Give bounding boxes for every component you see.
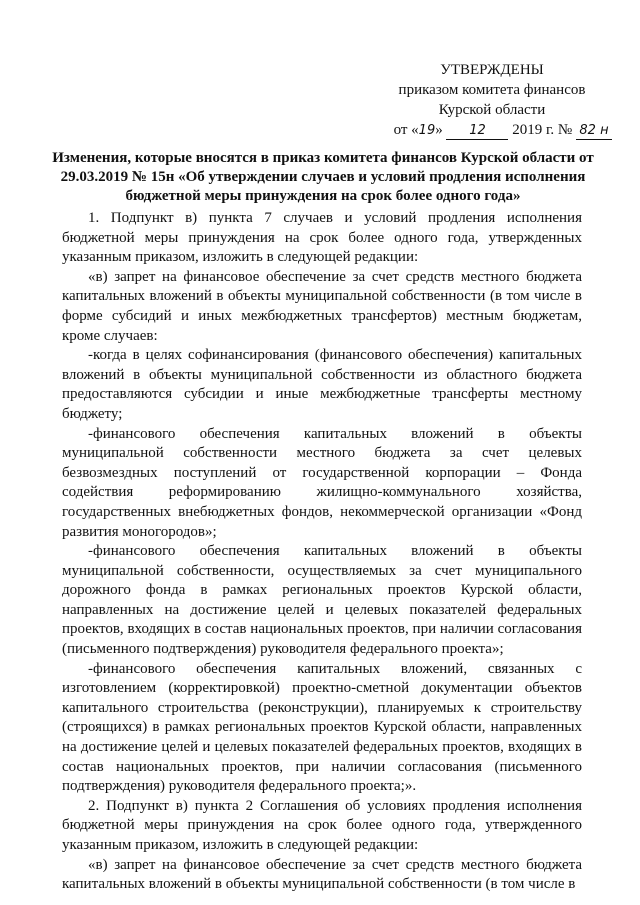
approval-stamp bbox=[372, 60, 612, 141]
date-quote-close: » bbox=[435, 122, 443, 138]
approval-line-order: приказом комитета финансов bbox=[398, 82, 586, 98]
handwritten-month: 12 bbox=[446, 123, 508, 140]
approval-line-region: Курской области bbox=[438, 102, 546, 118]
date-year: 2019 г. № bbox=[512, 122, 573, 138]
date-prefix: от « bbox=[393, 122, 419, 138]
paragraph-2: «в) запрет на финансовое обеспечение за счет средств местного бюджета капитальных вложений в объекты муниципальной собственности (в том числе в форме субсидий и иных межбюджетных трансфертов) местным бюджетам, кроме случаев: bbox=[62, 268, 582, 344]
document-title: Изменения, которые вносятся в приказ комитета финансов Курской области от 29.03.2019 № 15н «Об утверждении случаев и условий продления исполнения бюджетной меры принуждения на срок более одного года» bbox=[52, 150, 594, 204]
handwritten-order-number: 82 н bbox=[576, 123, 612, 140]
paragraph-8: «в) запрет на финансовое обеспечение за счет средств местного бюджета капитальных вложений в объекты муниципальной собственности (в том числе в bbox=[62, 856, 582, 893]
approval-title: УТВЕРЖДЕНЫ bbox=[440, 62, 544, 78]
handwritten-day: 19 bbox=[418, 123, 436, 138]
paragraph-5: -финансового обеспечения капитальных вложений в объекты муниципальной собственности, осуществляемых за счет муниципального дорожного фонда в рамках региональных проектов Курской области, направленных на достижение целей и целевых показателей федеральных проектов, входящих в состав национальных проектов, при наличии согласования (письменного подтверждения) руководителя федерального проекта»; bbox=[62, 543, 582, 658]
paragraph-1: 1. Подпункт в) пункта 7 случаев и условий продления исполнения бюджетной меры принуждения на срок более одного года, утвержденных указанным приказом, изложить в следующей редакции: bbox=[62, 210, 582, 266]
paragraph-3: -когда в целях софинансирования (финансового обеспечения) капитальных вложений в объекты муниципальной собственности из областного бюджета предоставляются субсидии и иные межбюджетные трансферты местному бюджету; bbox=[62, 347, 582, 422]
approval-date-line bbox=[372, 120, 612, 141]
paragraph-6: -финансового обеспечения капитальных вложений, связанных с изготовлением (корректировкой) проектно-сметной документации объектов капитального строительства (реконструкции), планируемых к строительству (строящихся) в рамках региональных проектов Курской области, направленных на достижение целей и целевых показателей федеральных проектов, входящих в состав национальных проектов, при наличии согласования (письменного подтверждения) руководителя федерального проекта;». bbox=[62, 660, 582, 795]
paragraph-4: -финансового обеспечения капитальных вложений в объекты муниципальной собственности местного бюджета за счет целевых безвозмездных поступлений от государственной корпорации – Фонда содействия реформированию жилищно-коммунального хозяйства, государственных внебюджетных фондов, некоммерческой организации «Фонд развития моногородов»; bbox=[62, 425, 582, 540]
document-body bbox=[62, 209, 582, 895]
paragraph-7: 2. Подпункт в) пункта 2 Соглашения об условиях продления исполнения бюджетной меры принуждения на срок более одного года, утвержденного указанным приказом, изложить в следующей редакции: bbox=[62, 797, 582, 853]
